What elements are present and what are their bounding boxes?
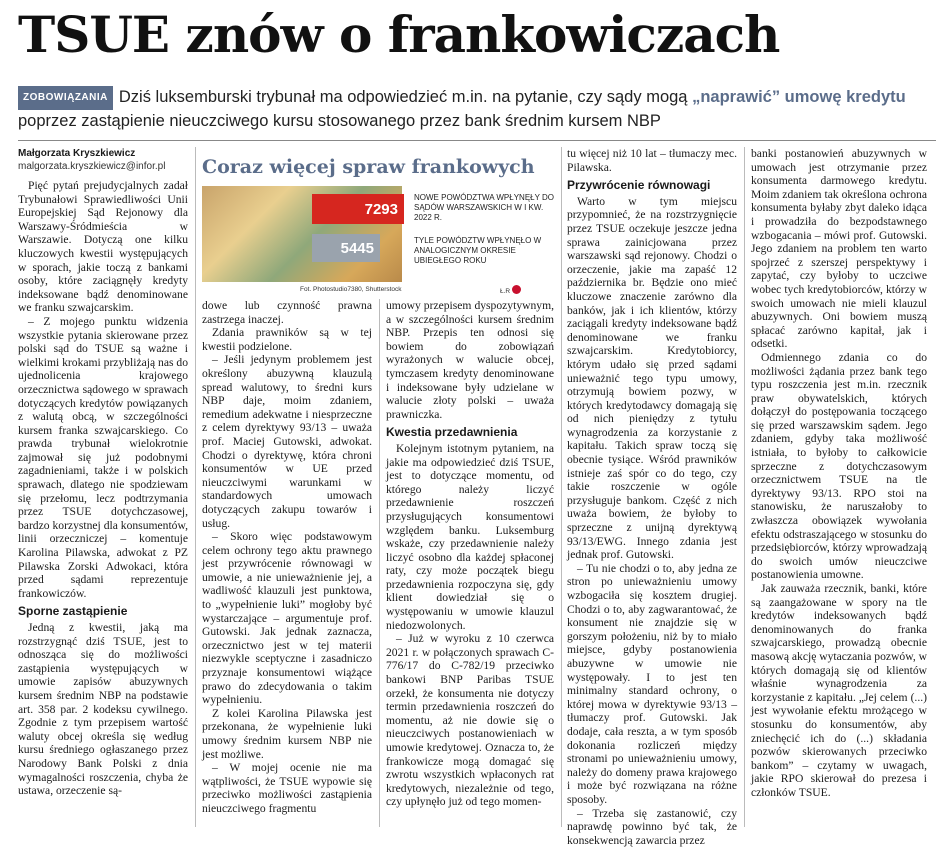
section-tag: ZOBOWIĄZANIA bbox=[18, 86, 113, 110]
column-divider bbox=[195, 147, 196, 827]
column-1-body bbox=[18, 179, 188, 798]
paragraph: – Tu nie chodzi o to, aby jedna ze stron po unieważnieniu umowy wzbogaciła się kosztem drugiej. Chodzi o to, aby zagwarantować, że konsument nie znajdzie się w gorszym położeniu, niż by to miało miejsce, gdyby postanowienia abuzywne w umowie nie występowały. I to jest ten minimalny standard ochrony, o której mowa w dyrektywie 93/13 – tłumaczy prof. Gutowski. Jak dodaje, cała reszta, a w tym sposób dokonania rozliczeń między stronami po unieważnieniu umowy, należy do domeny prawa krajowego i może być rozwiązana na różne sposoby. bbox=[567, 562, 737, 807]
lead-text-1: Dziś luksemburski trybunał ma odpowiedzieć m.in. na pytanie, czy sądy mogą bbox=[119, 88, 692, 106]
bar-value-2022: 7293 bbox=[312, 194, 404, 224]
paragraph: dowe lub czynność prawna zastrzega inaczej. bbox=[202, 299, 372, 326]
source-initials: Ł.R bbox=[500, 288, 510, 295]
paragraph: – Trzeba się zastanowić, czy naprawdę powinno być tak, że konsekwencją zawarcia przez bbox=[567, 807, 737, 847]
column-3 bbox=[386, 299, 554, 829]
paragraph: Pięć pytań prejudycjalnych zadał Trybunałowi Sprawiedliwości Unii Europejskiej Sąd Rejonowy dla Warszawy-Śródmieścia w Warszawie. Dotyczą one kilku kluczowych kwestii występujących w sporach, jakie toczą z bankami osoby, które zaciągnęły kredyty indeksowane bądź denominowane we franku szwajcarskim. bbox=[18, 179, 188, 315]
lead-highlight: „naprawić” umowę kredytu bbox=[692, 88, 906, 106]
paragraph: banki postanowień abuzywnych w umowach jest otrzymanie przez konsumenta darmowego kredytu. Moim zdaniem tak określona ochrona konsumenta byłaby zbyt daleko idąca i prowadziła do bezpodstawnego wzbogacania – mówi prof. Gutowski. Jego zdaniem na problem ten warto spojrzeć z szerszej perspektywy i zapytać, czy byłoby to uczciwe wobec tych kredytobiorców, którzy w swoich umowach nie mieli klauzul abuzywnych. Oni bowiem muszą spłacać zarówno kapitał, jak i odsetki. bbox=[751, 147, 927, 351]
paragraph: – W mojej ocenie nie ma wątpliwości, że TSUE wypowie się przeciwko możliwości zastąpienia nieuczciwego fragmentu bbox=[202, 761, 372, 815]
lead-text-2: poprzez zastąpienie nieuczciwego kursu stosowanego przez bank średnim kursem NBP bbox=[18, 112, 661, 130]
paragraph: Jedną z kwestii, jaką ma rozstrzygnąć dziś TSUE, jest to odnosząca się do możliwości zastąpienia występujących w umowie zapisów abuzywnych kursem średnim NBP na podstawie art. 358 par. 2 kodeksu cywilnego. Zgodnie z tym przepisem wartość waluty obcej określa się według kursu średniego ogłaszanego przez Narodowy Bank Polski z dnia wymagalności roszczenia, chyba że ustawa, orzeczenie są- bbox=[18, 621, 188, 798]
lead-paragraph bbox=[18, 86, 928, 132]
infographic-source bbox=[500, 285, 521, 295]
author-name: Małgorzata Kryszkiewicz bbox=[18, 147, 188, 160]
photo-credit: Fot. Photostudio7380, Shutterstock bbox=[300, 286, 402, 293]
paragraph: tu więcej niż 10 lat – tłumaczy mec. Pilawska. bbox=[567, 147, 737, 174]
bar-label-2022: NOWE POWÓDZTWA WPŁYNĘŁY DO SĄDÓW WARSZAWSKICH W I KW. 2022 R. bbox=[414, 193, 554, 223]
paragraph: – Z mojego punktu widzenia wszystkie pytania skierowane przez polski sąd do TSUE są ważne i wielkimi krokami przybliżają nas do ujednolicenia krajowego orzecznictwa sądowego w sprawach dotyczących kredytów powiązanych z walutą obcą, w szczególności kursem franka szwajcarskiego. Co prawda trybunał wielokrotnie zajmował się już podobnymi zagadnieniami, także i w polskich sprawach, dlatego nie spodziewam się przełomu, lecz podtrzymania przez TSUE dotychczasowej, bardzo korzystnej dla konsumentów, linii orzeczniczej – komentuje Karolina Pilawska, adwokat z PZ Pilawska Zorski Adwokaci, która przed sądami reprezentuje frankowiczów. bbox=[18, 315, 188, 600]
bar-value-2021: 5445 bbox=[312, 234, 380, 262]
section-heading: Sporne zastąpienie bbox=[18, 605, 188, 619]
infographic-title: Coraz więcej spraw frankowych bbox=[202, 156, 547, 178]
paragraph: Z kolei Karolina Pilawska jest przekonana, że wypełnienie luki umowy średnim kursem NBP nie jest możliwe. bbox=[202, 707, 372, 761]
paragraph: Warto w tym miejscu przypomnieć, że na rozstrzygnięcie przez TSUE oczekuje jeszcze jedna sprawa zainicjowana przez warszawski sąd rejonowy. Chodzi o orzeczenie, jakie ma zapaść 12 października br. Będzie ono mieć kluczowe znaczenie zarówno dla banków, jak i ich klientów, którzy zaciągali kredyty indeksowane bądź denominowane we franku szwajcarskim. Kredytobiorcy, którym udało się przed sądami unieważnić tego typu umowy, otrzymują bowiem pozwy, w których kredytodawcy domagają się od nich pieniędzy z tytułu wynagrodzenia za korzystanie z kapitału. Takich spraw toczą się obecnie tysiące. Wśród prawników istnieje zaś spór co do tego, czy takie roszczenie w ogóle przysługuje bankom. Część z nich uważa bowiem, że byłoby to sprzeczne z unijną dyrektywą 93/13/EWG. Innego zdania jest jednak prof. Gutowski. bbox=[567, 195, 737, 562]
header-divider bbox=[18, 140, 936, 141]
paragraph: – Już w wyroku z 10 czerwca 2021 r. w połączonych sprawach C-776/17 do C-782/19 przeciwko bankowi BNP Paribas TSUE orzekł, że konsumenta nie dotyczy termin przedawnienia roszczeń do momentu, aż nie dowie się o nieuczciwych postanowieniach w umowie kredytowej. Oznacza to, że frankowicze mogą domagać się zwrotu wszystkich wpłaconych rat kredytowych, niezależnie od tego, czy upłynęło już od tego momen- bbox=[386, 632, 554, 809]
paragraph: – Skoro więc podstawowym celem ochrony tego aktu prawnego jest przywrócenie równowagi w umowie, a nie unieważnienie jej, a wadliwość klauzuli jest punktowa, to „wypełnienie luki” mogłoby być wystarczające – argumentuje prof. Gutowski. Jak jednak zaznacza, orzecznictwo jest w tej materii niezwykle sceptyczne i zasadniczo przyznaje konsumentowi wiążące prawo do zdecydowania o takim wypełnieniu. bbox=[202, 530, 372, 707]
author-email[interactable]: malgorzata.kryszkiewicz@infor.pl bbox=[18, 160, 188, 173]
column-divider bbox=[744, 147, 745, 827]
column-5 bbox=[751, 147, 927, 829]
paragraph: Jak zauważa rzecznik, banki, które są zaangażowane w spory na tle kredytów indeksowanych bądź denominowanych do franka szwajcarskiego, prowadzą obecnie masową akcję wytaczania pozwów, w których domagają się od klientów właśnie wynagrodzenia za korzystanie z kapitału. „Jej celem (...) jest wywołanie efektu mrożącego w stosunku do konsumentów, aby zniechęcić ich do (...) składania pozwów skierowanych przeciwko bankom” – czytamy w uwagach, jakie RPO skierował do prezesa i członków TSUE. bbox=[751, 582, 927, 800]
paragraph: Zdania prawników są w tej kwestii podzielone. bbox=[202, 326, 372, 353]
gp-logo-icon bbox=[512, 285, 521, 294]
column-divider bbox=[379, 299, 380, 827]
column-divider bbox=[561, 147, 562, 827]
paragraph: Odmiennego zdania co do możliwości żądania przez bank tego typu roszczenia jest m.in. rzecznik praw obywatelskich, których dołączył do postępowania toczącego się przed warszawskim sądem. Jego zdaniem, gdyby taka możliwość istniała, to byłoby to całkowicie sprzeczne z dotychczasowym orzecznictwem TSUE na tle dyrektywy 93/13. RPO stoi na stanowisku, że naruszałoby to zwłaszcza obowiązek wywołania efektu odstraszającego w stosunku do przedsiębiorców, którzy wprowadzają do swoich umów nieuczciwe postanowienia umowne. bbox=[751, 351, 927, 582]
section-heading: Kwestia przedawnienia bbox=[386, 426, 554, 440]
bar-label-2021: TYLE POWÓDZTW WPŁYNĘŁO W ANALOGICZNYM OKRESIE UBIEGŁEGO ROKU bbox=[414, 236, 554, 266]
column-2 bbox=[202, 299, 372, 829]
column-4 bbox=[567, 147, 737, 829]
paragraph: – Jeśli jedynym problemem jest określony abuzywną klauzulą spread walutowy, to średni kurs NBP daje, moim zdaniem, remedium adekwatne i niesprzeczne z celem dyrektywy 93/13 – uważa prof. Maciej Gutowski, adwokat. Chodzi o dyrektywę, która chroni konsumentów w UE przed nieuczciwymi warunkami w standardowych umowach dotyczących zakupu towarów i usług. bbox=[202, 353, 372, 530]
column-1 bbox=[18, 147, 188, 829]
paragraph: Kolejnym istotnym pytaniem, na jakie ma odpowiedzieć dziś TSUE, jest to dotyczące momentu, od którego należy liczyć przedawnienie roszczeń przysługujących konsumentowi względem banku. Luksemburg wskaże, czy przedawnienie należy liczyć osobno dla każdej spłaconej raty, czy może początek biegu przedawnienia rozpoczyna się, gdy klient dowiedział się o występowaniu w umowie klauzul niedozwolonych. bbox=[386, 442, 554, 632]
paragraph: umowy przepisem dyspozytywnym, a w szczególności kursem średnim NBP. Przepis ten odnosi się bowiem do zobowiązań wyrażonych w walucie obcej, tymczasem kredyty denominowane i indeksowane były udzielane w walucie złoty polski – uważa prawniczka. bbox=[386, 299, 554, 421]
section-heading: Przywrócenie równowagi bbox=[567, 179, 737, 193]
headline: TSUE znów o frankowiczach bbox=[18, 6, 779, 64]
